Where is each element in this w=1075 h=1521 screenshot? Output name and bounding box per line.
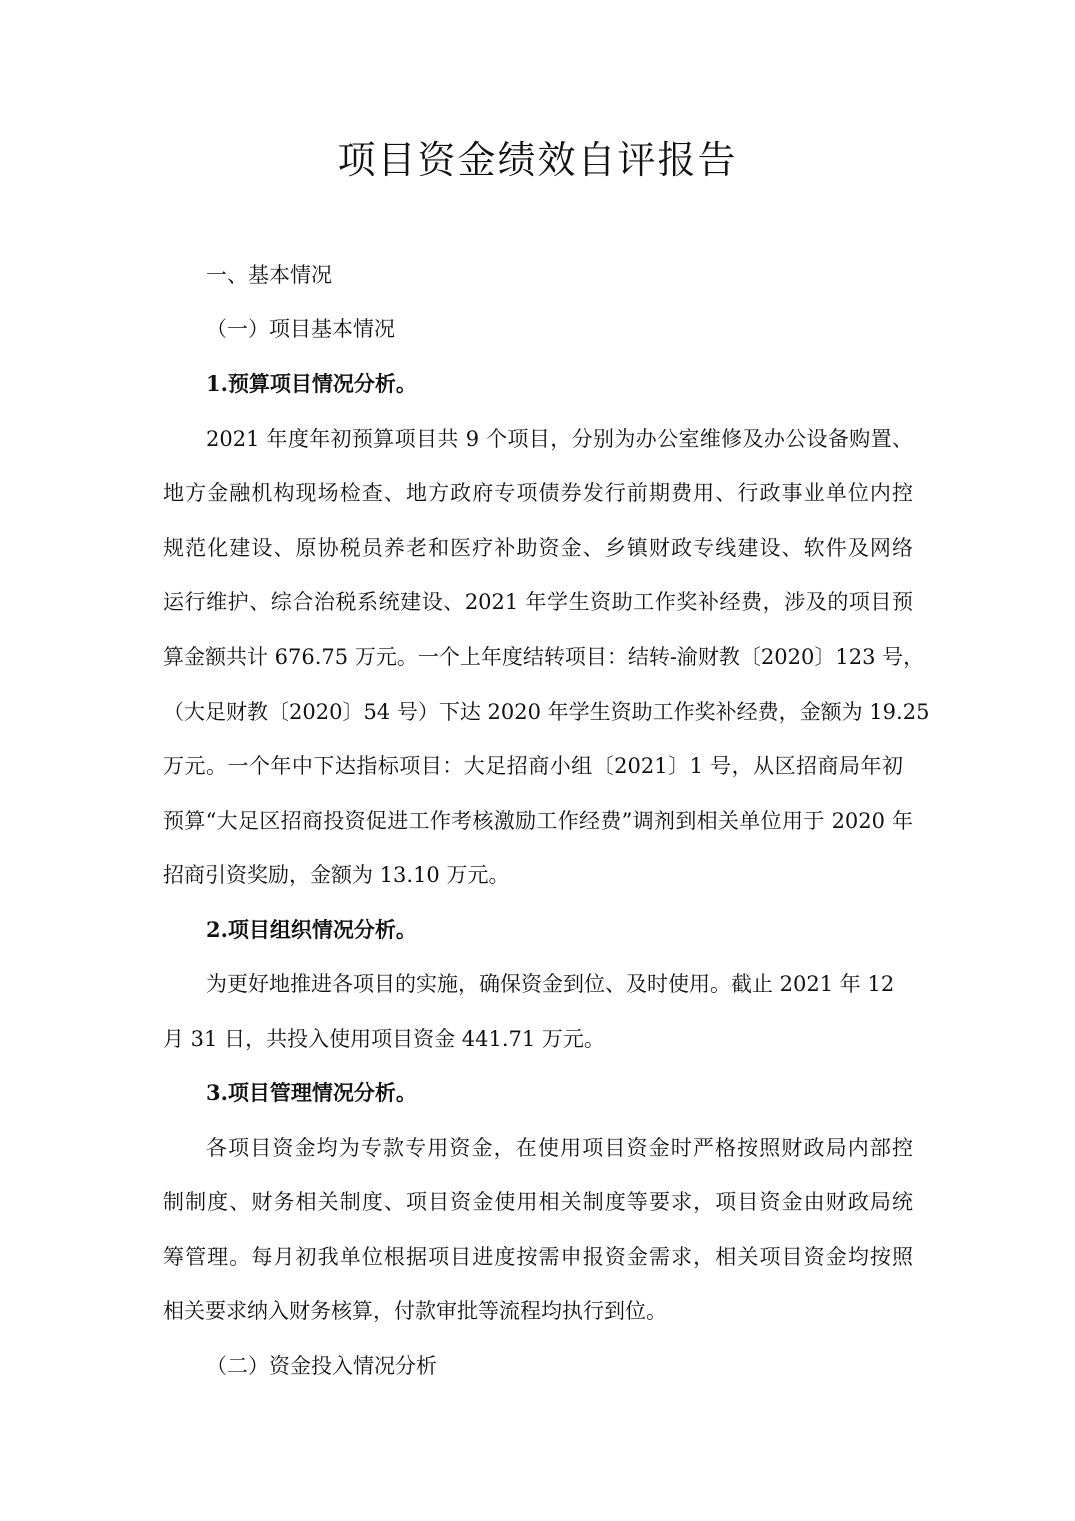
- subsection-heading-project-info: （一）项目基本情况: [206, 317, 395, 341]
- paragraph-line: 地方金融机构现场检查、地方政府专项债券发行前期费用、行政事业单位内控: [163, 481, 913, 505]
- paragraph-line: 各项目资金均为专款专用资金，在使用项目资金时严格按照财政局内部控: [206, 1136, 913, 1160]
- document-title: 项目资金绩效自评报告: [337, 138, 738, 182]
- paragraph-line: 月 31 日，共投入使用项目资金 441.71 万元。: [163, 1027, 605, 1051]
- paragraph-line: 相关要求纳入财务核算，付款审批等流程均执行到位。: [163, 1299, 667, 1323]
- paragraph-line: 规范化建设、原协税员养老和医疗补助资金、乡镇财政专线建设、软件及网络: [163, 536, 913, 560]
- section-heading-basic-info: 一、基本情况: [206, 263, 332, 287]
- paragraph-line: 算金额共计 676.75 万元。一个上年度结转项目：结转-渝财教〔2020〕123 号，: [163, 645, 925, 669]
- paragraph-line: 筹管理。每月初我单位根据项目进度按需申报资金需求，相关项目资金均按照: [163, 1245, 913, 1269]
- paragraph-line: 制制度、财务相关制度、项目资金使用相关制度等要求，项目资金由财政局统: [163, 1190, 913, 1214]
- paragraph-line: 2021 年度年初预算项目共 9 个项目，分别为办公室维修及办公设备购置、: [206, 427, 913, 451]
- paragraph-line: 万元。一个年中下达指标项目：大足招商小组〔2021〕1 号，从区招商局年初: [163, 754, 903, 778]
- item-heading-budget-analysis: 1.预算项目情况分析。: [206, 371, 417, 396]
- item-heading-management-analysis: 3.项目管理情况分析。: [206, 1080, 417, 1105]
- paragraph-line: 招商引资奖励，金额为 13.10 万元。: [163, 863, 510, 887]
- paragraph-line: 运行维护、综合治税系统建设、2021 年学生资助工作奖补经费，涉及的项目预: [163, 590, 913, 614]
- paragraph-line: 为更好地推进各项目的实施，确保资金到位、及时使用。截止 2021 年 12: [206, 972, 895, 996]
- item-heading-organization-analysis: 2.项目组织情况分析。: [206, 917, 417, 942]
- paragraph-line: 预算“大足区招商投资促进工作考核激励工作经费”调剂到相关单位用于 2020 年: [163, 809, 913, 833]
- paragraph-line: （大足财教〔2020〕54 号）下达 2020 年学生资助工作奖补经费，金额为 19.25: [163, 700, 930, 724]
- subsection-heading-funding-input: （二）资金投入情况分析: [206, 1354, 437, 1378]
